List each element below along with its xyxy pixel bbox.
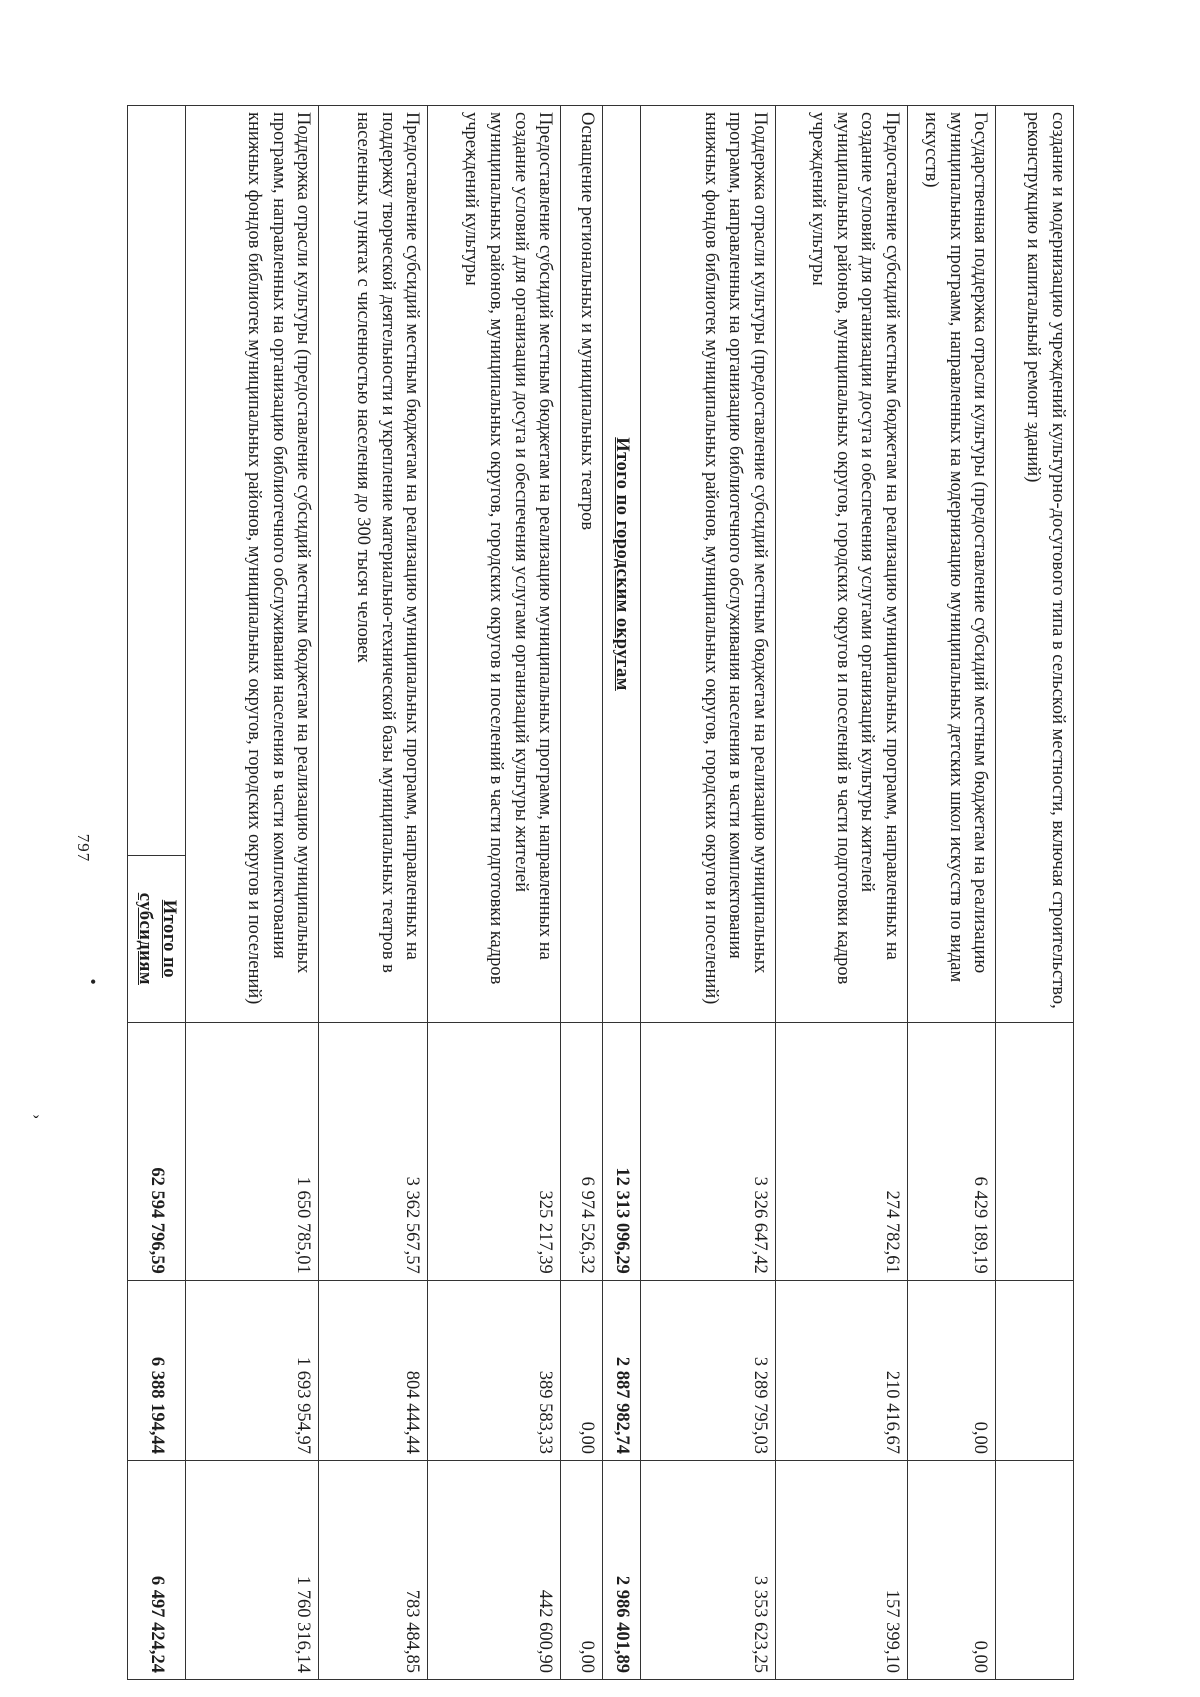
total-label: Итого по субсидиям xyxy=(128,855,186,1022)
table-row xyxy=(186,106,319,1680)
table-row xyxy=(641,106,776,1680)
total-year-3: 2 986 401,89 xyxy=(602,1461,640,1680)
value-year-2: 0,00 xyxy=(561,1280,603,1460)
value-year-2: 804 444,44 xyxy=(319,1280,428,1460)
total-year-3: 6 497 424,24 xyxy=(128,1461,186,1680)
value-year-3: 157 399,10 xyxy=(776,1461,908,1680)
value-year-3: 0,00 xyxy=(907,1461,995,1680)
row-description: Поддержка отрасли культуры (предоставление субсидий местным бюджетам на реализацию муниципальных программ, направленных на организацию библиотечного обслуживания населения в части комплектования книжных фондов библиотек муниципальных районов, муниципальных округов, городских округов и поселений) xyxy=(641,106,776,1023)
value-year-1: 274 782,61 xyxy=(776,1023,908,1281)
value-year-3: 0,00 xyxy=(561,1461,603,1680)
table-row xyxy=(996,106,1074,1680)
value-year-2: 210 416,67 xyxy=(776,1280,908,1460)
total-year-2: 6 388 194,44 xyxy=(128,1280,186,1460)
value-year-2: 1 693 954,97 xyxy=(186,1280,319,1460)
table-row-total xyxy=(602,106,640,1680)
value-year-1 xyxy=(996,1023,1074,1281)
value-year-1: 6 429 189,19 xyxy=(907,1023,995,1281)
page-number: 797 xyxy=(74,833,93,863)
row-description: Предоставление субсидий местным бюджетам на реализацию муниципальных программ, направленных на поддержку творческой деятельности и укрепление материально-технической базы муниципальных театров в населенных пунктах с численностью населения до 300 тысяч человек xyxy=(319,106,428,1023)
value-year-3: 1 760 316,14 xyxy=(186,1461,319,1680)
row-description: создание и модернизацию учреждений культурно-досугового типа в сельской местности, включая строительство, реконструкцию и капитальный ремонт зданий) xyxy=(996,106,1074,1023)
edge-mark-dot: • xyxy=(90,972,97,992)
row-description: Предоставление субсидий местным бюджетам на реализацию муниципальных программ, направленных на создание условий для организации досуга и обеспечения услугами организаций культуры жителей муниципальных районов, муниципальных округов, городских округов и поселений в части подготовки кадров учреждений культуры xyxy=(776,106,908,1023)
value-year-2 xyxy=(996,1280,1074,1460)
table-row-total xyxy=(128,106,186,1680)
subsidies-table xyxy=(127,105,1074,1680)
total-spacer-cell xyxy=(128,106,186,856)
value-year-1: 1 650 785,01 xyxy=(186,1023,319,1281)
total-year-1: 62 594 796,59 xyxy=(128,1023,186,1281)
value-year-1: 3 326 647,42 xyxy=(641,1023,776,1281)
value-year-3: 3 353 623,25 xyxy=(641,1461,776,1680)
rotated-table-container xyxy=(127,105,1074,1680)
total-year-1: 12 313 096,29 xyxy=(602,1023,640,1281)
row-description: Оснащение региональных и муниципальных театров xyxy=(561,106,603,1023)
value-year-3: 442 600,90 xyxy=(428,1461,561,1680)
value-year-3 xyxy=(996,1461,1074,1680)
value-year-3: 783 484,85 xyxy=(319,1461,428,1680)
value-year-1: 3 362 567,57 xyxy=(319,1023,428,1281)
table-body xyxy=(128,106,1074,1680)
value-year-1: 325 217,39 xyxy=(428,1023,561,1281)
value-year-1: 6 974 526,32 xyxy=(561,1023,603,1281)
table-row xyxy=(428,106,561,1680)
table-row xyxy=(776,106,908,1680)
value-year-2: 0,00 xyxy=(907,1280,995,1460)
value-year-2: 389 583,33 xyxy=(428,1280,561,1460)
value-year-2: 3 289 795,03 xyxy=(641,1280,776,1460)
row-description: Предоставление субсидий местным бюджетам на реализацию муниципальных программ, направленных на создание условий для организации досуга и обеспечения услугами организаций культуры жителей муниципальных районов, муниципальных округов, городских округов и поселений в части подготовки кадров учреждений культуры xyxy=(428,106,561,1023)
table-row xyxy=(319,106,428,1680)
edge-mark-caron: ˇ xyxy=(33,1112,39,1132)
total-year-2: 2 887 982,74 xyxy=(602,1280,640,1460)
table-row xyxy=(907,106,995,1680)
row-description: Государственная поддержка отрасли культуры (предоставление субсидий местным бюджетам на реализацию муниципальных программ, направленных на модернизацию муниципальных детских школ искусств по видам искусств) xyxy=(907,106,995,1023)
total-label: Итого по городским округам xyxy=(602,106,640,1023)
table-row xyxy=(561,106,603,1680)
row-description: Поддержка отрасли культуры (предоставление субсидий местным бюджетам на реализацию муниципальных программ, направленных на организацию библиотечного обслуживания населения в части комплектования книжных фондов библиотек муниципальных районов, муниципальных округов, городских округов и поселений) xyxy=(186,106,319,1023)
